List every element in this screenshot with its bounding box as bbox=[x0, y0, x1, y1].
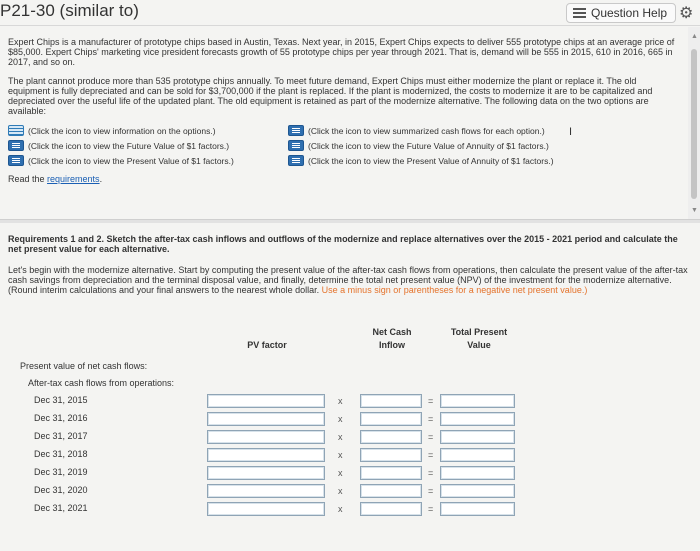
document-icon[interactable] bbox=[288, 125, 304, 136]
page-title: P21-30 (similar to) bbox=[0, 1, 139, 20]
net-cash-inflow-input[interactable] bbox=[360, 412, 422, 426]
resource-links bbox=[8, 125, 680, 166]
pv-factor-input[interactable] bbox=[207, 430, 325, 444]
question-help-label: Question Help bbox=[591, 6, 668, 20]
link-fv-factors[interactable]: (Click the icon to view the Future Value of $1 factors.) bbox=[8, 140, 288, 151]
times-sign: x bbox=[338, 450, 343, 460]
row-date-label: Dec 31, 2019 bbox=[34, 467, 88, 477]
text-cursor-icon: I bbox=[569, 126, 573, 138]
col-header-net-cash-inflow: Net Cash Inflow bbox=[372, 327, 412, 350]
total-present-value-input[interactable] bbox=[440, 430, 515, 444]
pv-factor-input[interactable] bbox=[207, 412, 325, 426]
total-present-value-input[interactable] bbox=[440, 466, 515, 480]
document-icon[interactable] bbox=[288, 140, 304, 151]
requirements-link[interactable]: requirements bbox=[47, 174, 100, 184]
equals-sign: = bbox=[428, 504, 434, 514]
row-date-label: Dec 31, 2017 bbox=[34, 431, 88, 441]
times-sign: x bbox=[338, 414, 343, 424]
document-icon[interactable] bbox=[288, 155, 304, 166]
sub-section-label: After-tax cash flows from operations: bbox=[28, 378, 175, 388]
document-icon[interactable] bbox=[8, 140, 24, 151]
net-cash-inflow-input[interactable] bbox=[360, 430, 422, 444]
total-present-value-input[interactable] bbox=[440, 394, 515, 408]
problem-paragraph-1: Expert Chips is a manufacturer of prototype chips based in Austin, Texas. Next year, in 2015, Expert Chips expects to deliver 555 prototype chips at an average price of $85,000. Expert Chips' marketing vice president forecasts growth of 55 prototype chips per year through 2021. That is, demand will be 555 in 2015, 610 in 2016, 665 in 2017, and so on. bbox=[8, 37, 675, 67]
document-icon[interactable] bbox=[8, 155, 24, 166]
problem-scrollbar[interactable] bbox=[688, 27, 700, 219]
net-cash-inflow-input[interactable] bbox=[360, 466, 422, 480]
equals-sign: = bbox=[428, 468, 434, 478]
times-sign: x bbox=[338, 468, 343, 478]
times-sign: x bbox=[338, 486, 343, 496]
col-header-total-present-value: Total Present Value bbox=[450, 327, 508, 350]
equals-sign: = bbox=[428, 450, 434, 460]
answer-pane bbox=[0, 226, 700, 551]
equals-sign: = bbox=[428, 432, 434, 442]
link-option-info[interactable]: (Click the icon to view information on the options.) bbox=[8, 125, 288, 136]
link-pva-factors[interactable]: (Click the icon to view the Present Value of Annuity of $1 factors.) bbox=[288, 155, 608, 166]
problem-paragraph-2: The plant cannot produce more than 535 prototype chips annually. To meet future demand, Expert Chips must either modernize the plant or replace it. The old equipment is fully depreciated and can be sold for $3,700,000 if the plant is replaced. If the plant is modernized, the costs to modernize it are to be capitalized and depreciated over the useful life of the updated plant. The old equipment is retained as part of the modernize alternative. The following data on the two options are available: bbox=[8, 76, 653, 116]
equals-sign: = bbox=[428, 414, 434, 424]
total-present-value-input[interactable] bbox=[440, 502, 515, 516]
row-date-label: Dec 31, 2016 bbox=[34, 413, 88, 423]
link-pv-factors[interactable]: (Click the icon to view the Present Value of $1 factors.) bbox=[8, 155, 288, 166]
row-date-label: Dec 31, 2021 bbox=[34, 503, 88, 513]
pane-divider[interactable] bbox=[0, 219, 700, 223]
link-fva-factors[interactable]: (Click the icon to view the Future Value of Annuity of $1 factors.) bbox=[288, 140, 608, 151]
table-icon[interactable] bbox=[8, 125, 24, 136]
section-label: Present value of net cash flows: bbox=[20, 361, 148, 371]
equals-sign: = bbox=[428, 396, 434, 406]
total-present-value-input[interactable] bbox=[440, 448, 515, 462]
pv-factor-input[interactable] bbox=[207, 484, 325, 498]
net-cash-inflow-input[interactable] bbox=[360, 448, 422, 462]
question-help-button[interactable] bbox=[566, 3, 676, 23]
link-summarized-cash-flows[interactable]: (Click the icon to view summarized cash flows for each option.) bbox=[288, 125, 608, 136]
instructions-note: Use a minus sign or parentheses for a negative net present value.) bbox=[319, 285, 588, 295]
row-date-label: Dec 31, 2020 bbox=[34, 485, 88, 495]
pv-factor-input[interactable] bbox=[207, 466, 325, 480]
times-sign: x bbox=[338, 504, 343, 514]
net-cash-inflow-input[interactable] bbox=[360, 502, 422, 516]
scrollbar-thumb[interactable] bbox=[691, 49, 697, 199]
times-sign: x bbox=[338, 396, 343, 406]
instructions: Let's begin with the modernize alternative. Start by computing the present value of the after-tax cash flows from operations, then calculate the present value of the after-tax cash savings from depreciation and the terminal disposal value, and finally, determine the total net present value (NPV) of the investment for the modernize alternative. (Round interim calculations and your final answers to the nearest whole dollar. Use a minus sign or parentheses for a negative net present value.) bbox=[8, 265, 688, 295]
gear-icon[interactable]: ⚙ bbox=[679, 5, 694, 22]
list-icon bbox=[573, 8, 586, 18]
total-present-value-input[interactable] bbox=[440, 484, 515, 498]
pv-factor-input[interactable] bbox=[207, 448, 325, 462]
requirement-heading: Requirements 1 and 2. Sketch the after-tax cash inflows and outflows of the modernize and replace alternatives over the 2015 - 2021 period and calculate the net present value for each alternative. bbox=[8, 234, 678, 254]
pv-factor-input[interactable] bbox=[207, 394, 325, 408]
header-bar bbox=[0, 0, 700, 26]
row-date-label: Dec 31, 2015 bbox=[34, 395, 88, 405]
read-requirements: Read the requirements. bbox=[8, 174, 103, 184]
scroll-down-icon[interactable]: ▼ bbox=[691, 207, 698, 214]
net-cash-inflow-input[interactable] bbox=[360, 394, 422, 408]
pv-factor-input[interactable] bbox=[207, 502, 325, 516]
scroll-up-icon[interactable]: ▲ bbox=[691, 33, 698, 40]
equals-sign: = bbox=[428, 486, 434, 496]
total-present-value-input[interactable] bbox=[440, 412, 515, 426]
problem-statement bbox=[0, 27, 688, 219]
net-cash-inflow-input[interactable] bbox=[360, 484, 422, 498]
col-header-pv-factor: PV factor bbox=[247, 340, 287, 350]
times-sign: x bbox=[338, 432, 343, 442]
row-date-label: Dec 31, 2018 bbox=[34, 449, 88, 459]
